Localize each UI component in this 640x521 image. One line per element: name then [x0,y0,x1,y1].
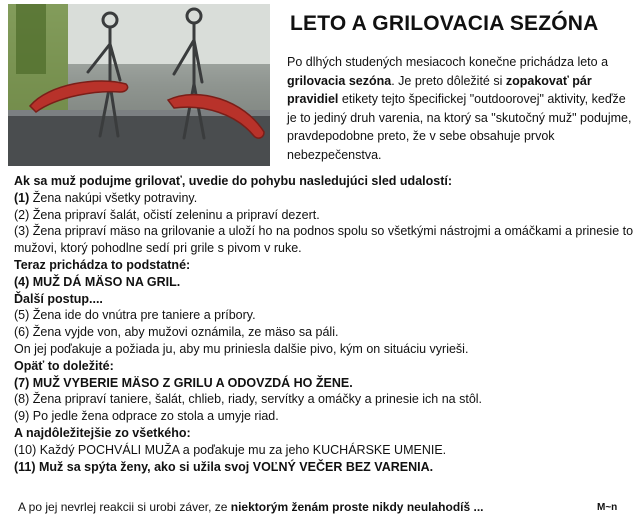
page-title: LETO A GRILOVACIA SEZÓNA [290,12,599,35]
signature: M~n [597,502,618,513]
list-item-5: (5) Žena ide do vnútra pre taniere a príbory. [14,308,256,323]
event-sequence [14,173,634,475]
list-item-9: (9) Po jedle žena odprace zo stola a umyje riad. [14,409,279,424]
grill-photo [8,4,270,166]
conclusion-bold: niektorým ženám proste nikdy neulahodíš ... [230,500,484,514]
most-important-heading: A najdôležitejšie zo všetkého: [14,425,191,440]
intro-text-2: . Je preto dôležité si [391,73,506,88]
intro-text-1: Po dlhých studených mesiacoch konečne prichádza leto a [287,55,609,69]
list-item-1 [14,190,634,207]
list-item-7: (7) MUŽ VYBERIE MÄSO Z GRILU A ODOVZDÁ HO ŽENE. [14,375,353,390]
list-item-6: (6) Žena vyjde von, aby mužovi oznámila, ze mäso sa páli. [14,325,339,340]
thanks-line: On jej poďakuje a požiada ju, aby mu priniesla dalšie pivo, kým on situáciu vyrieši. [14,341,469,356]
list-item-11: (11) Muž sa spýta ženy, ako si užila svoj VOĽNÝ VEČER BEZ VARENIA. [14,459,434,474]
list-item-8: (8) Žena pripraví taniere, šalát, chlieb, riady, servítky a omáčky a prinesie ich na stôl. [14,392,483,407]
list-item-10: (10) Každý POCHVÁLI MUŽA a poďakuje mu za jeho KUCHÁRSKE UMENIE. [14,442,447,457]
intro-paragraph [287,53,632,164]
stick-figures-sausages-illustration [8,4,270,166]
next-steps-heading: Ďalší postup.... [14,291,103,306]
list-item-3: (3) Žena pripraví mäso na grilovanie a uloží ho na podnos spolu so všetkými nástrojmi a omáčkami a prinesie to mužovi, ktorý pohodlne sedí pri grile s pivom v ruke. [14,224,634,256]
item-1-number: (1) [14,190,30,205]
list-item-2: (2) Žena pripraví šalát, očistí zeleninu a pripraví dezert. [14,207,320,222]
intro-bold-1: grilovacia sezóna [287,73,392,88]
conclusion-line [18,500,558,514]
list-item-4: (4) MUŽ DÁ MÄSO NA GRIL. [14,274,181,289]
item-1-text: Žena nakúpi všetky potraviny. [29,190,198,205]
important-heading-1: Teraz prichádza to podstatné: [14,257,191,272]
intro-bold-2: zopakovať pár pravidiel [287,73,592,106]
conclusion-text: A po jej nevrlej reakcii si urobi záver, ze [18,500,231,514]
sequence-heading: Ak sa muž podujme grilovať, uvedie do pohybu nasledujúci sled udalostí: [14,174,453,188]
important-heading-2: Opäť to doležité: [14,358,114,373]
intro-text-3: etikety tejto špecifickej "outdoorovej" aktivity, keďže je to jediný druh varenia, na ktorý sa "skutočný muž" podujme, pravdepodobne preto, že v sebe obsahuje prvok nebezpečenstva. [287,92,632,162]
